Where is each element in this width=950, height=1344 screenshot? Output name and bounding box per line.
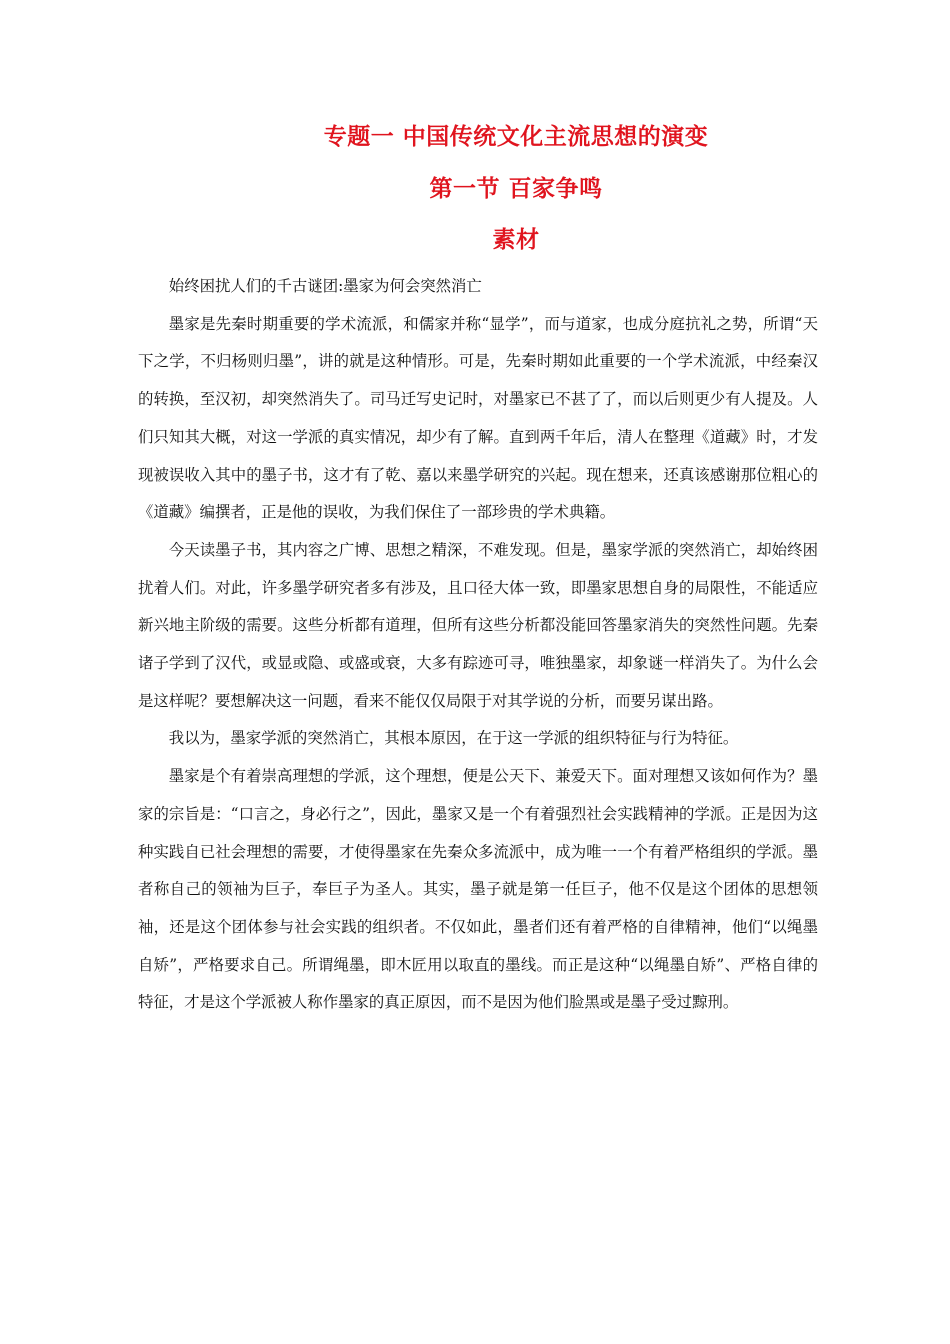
paragraph: 今天读墨子书，其内容之广博、思想之精深，不难发现。但是，墨家学派的突然消亡，却始终困扰着人们。对此，许多墨学研究者多有涉及，且口径大体一致，即墨家思想自身的局限性，不能适应新兴地主阶级的需要。这些分析都有道理，但所有这些分析都没能回答墨家消失的突然性问题。先秦诸子学到了汉代，或显或隐、或盛或衰，大多有踪迹可寻，唯独墨家，却象谜一样消失了。为什么会是这样呢？要想解决这一问题，看来不能仅仅局限于对其学说的分析，而要另谋出路。	[138, 540, 818, 710]
paragraph: 我以为，墨家学派的突然消亡，其根本原因，在于这一学派的组织特征与行为特征。	[168, 729, 739, 748]
article-body	[138, 268, 818, 1022]
paragraph: 墨家是个有着崇高理想的学派，这个理想，便是公天下、兼爱天下。面对理想又该如何作为？墨家的宗旨是：“口言之，身必行之”，因此，墨家又是一个有着强烈社会实践精神的学派。正是因为这种实践自已社会理想的需要，才使得墨家在先秦众多流派中，成为唯一一个有着严格组织的学派。墨者称自己的领袖为巨子，奉巨子为圣人。其实，墨子就是第一任巨子，他不仅是这个团体的思想领袖，还是这个团体参与社会实践的组织者。不仅如此，墨者们还有着严格的自律精神，他们“以绳墨自矫”，严格要求自己。所谓绳墨，即木匠用以取直的墨线。而正是这种“以绳墨自矫”、严格自律的特征，才是这个学派被人称作墨家的真正原因，而不是因为他们脸黑或是墨子受过黥刑。	[138, 767, 818, 1012]
article-heading: 始终困扰人们的千古谜团:墨家为何会突然消亡	[168, 277, 482, 295]
subtitle: 素材	[492, 227, 540, 253]
main-title: 专题一 中国传统文化主流思想的演变	[323, 124, 709, 150]
paragraph: 墨家是先秦时期重要的学术流派，和儒家并称“显学”，而与道家，也成分庭抗礼之势，所谓“天下之学，不归杨则归墨”，讲的就是这种情形。可是，先秦时期如此重要的一个学术流派，中经秦汉的转换，至汉初，却突然消失了。司马迁写史记时，对墨家已不甚了了，而以后则更少有人提及。人们只知其大概，对这一学派的真实情况，却少有了解。直到两千年后，清人在整理《道藏》时，才发现被误收入其中的墨子书，这才有了乾、嘉以来墨学研究的兴起。现在想来，还真该感谢那位粗心的《道藏》编撰者，正是他的误收，为我们保住了一部珍贵的学术典籍。	[138, 314, 818, 522]
section-title: 第一节 百家争鸣	[429, 176, 603, 202]
